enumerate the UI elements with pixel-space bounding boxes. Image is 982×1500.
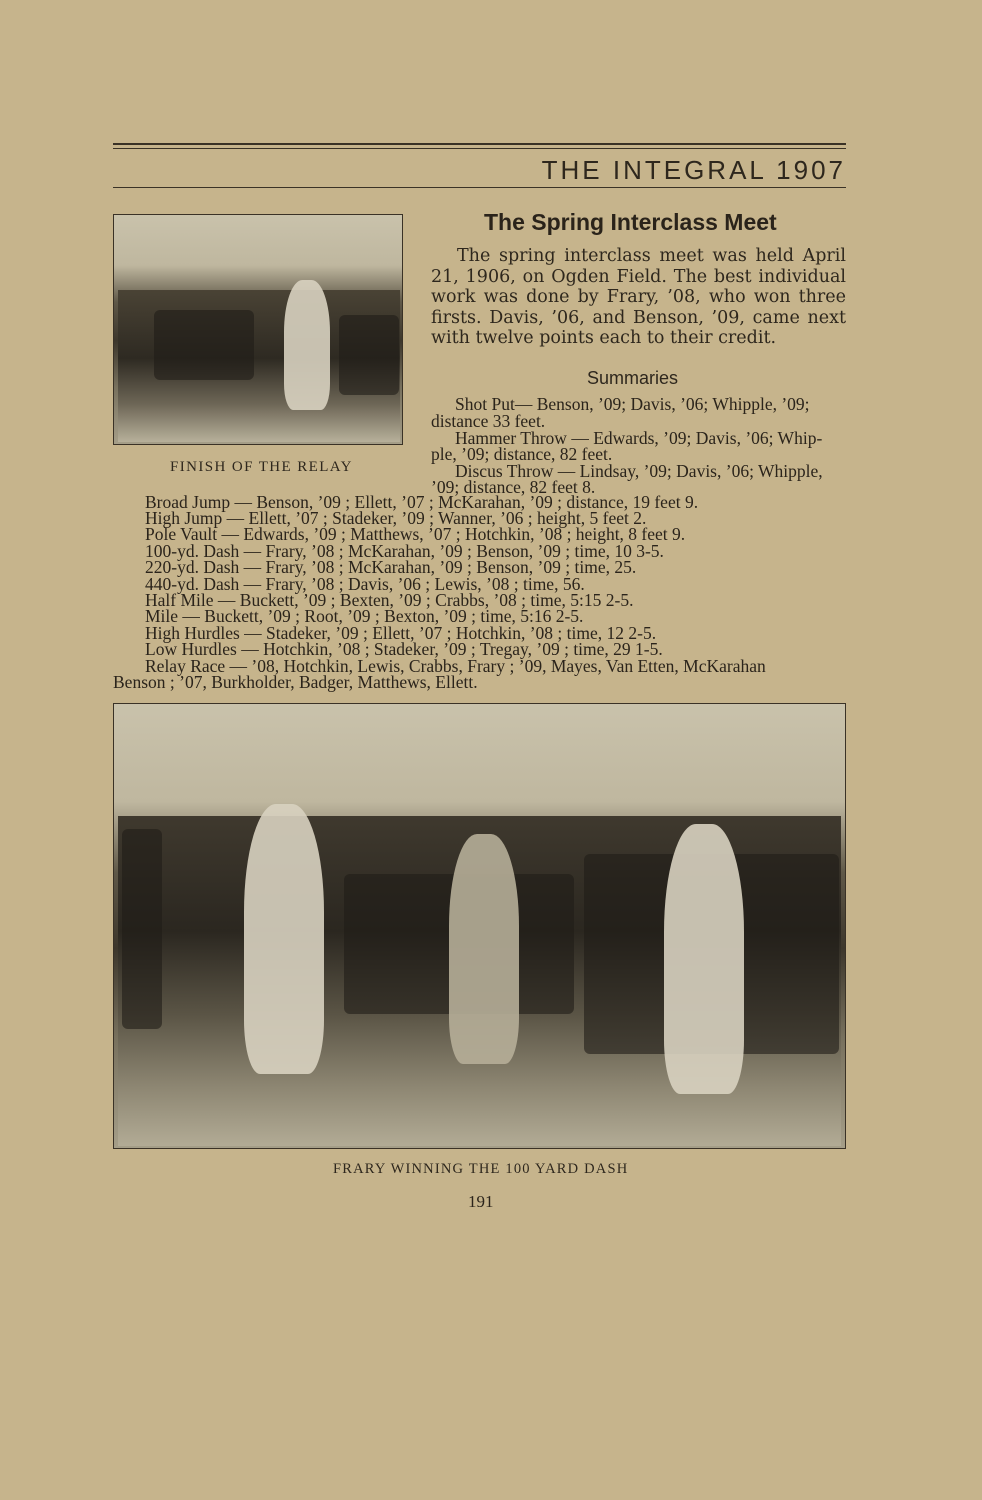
page-number: 191 <box>468 1192 494 1211</box>
relay-photo-caption: FINISH OF THE RELAY <box>170 459 353 475</box>
summary-line: 100-yd. Dash — Frary, ’08 ; McKarahan, ’09 ; Benson, ’09 ; time, 10 3-5. <box>145 541 664 561</box>
article-intro: The spring interclass meet was held April 21, 1906, on Ogden Field. The best individual work was done by Frary, ’08, who won three firsts. Davis, ’06, and Benson, ’09, came next with twelve points each to their credit. <box>431 246 846 348</box>
summary-line: 220-yd. Dash — Frary, ’08 ; McKarahan, ’09 ; Benson, ’09 ; time, 25. <box>145 557 637 577</box>
header-rule-top <box>113 143 846 145</box>
summary-line: Benson ; ’07, Burkholder, Badger, Matthews, Ellett. <box>113 672 478 692</box>
summary-line: distance 33 feet. <box>431 411 546 431</box>
summary-line: ’09; distance, 82 feet 8. <box>431 477 596 497</box>
relay-photo-runner <box>284 280 330 410</box>
header-rule-bottom <box>113 187 846 188</box>
relay-photo-crowd-right <box>339 315 399 395</box>
summary-line: Relay Race — ’08, Hotchkin, Lewis, Crabbs, Frary ; ’09, Mayes, Van Etten, McKarahan <box>145 656 766 676</box>
summary-line: Shot Put— Benson, ’09; Davis, ’06; Whipple, ’09; <box>455 394 810 414</box>
summary-line: Half Mile — Buckett, ’09 ; Bexten, ’09 ; Crabbs, ’08 ; time, 5:15 2-5. <box>145 590 634 610</box>
summary-line: Broad Jump — Benson, ’09 ; Ellett, ’07 ; McKarahan, ’09 ; distance, 19 feet 9. <box>145 492 699 512</box>
summary-line: 440-yd. Dash — Frary, ’08 ; Davis, ’06 ; Lewis, ’08 ; time, 56. <box>145 574 585 594</box>
dash-photo-runner-center <box>449 834 519 1064</box>
summary-line: Discus Throw — Lindsay, ’09; Davis, ’06; Whipple, <box>455 461 823 481</box>
dash-photo-crowd-left <box>122 829 162 1029</box>
summary-line: High Hurdles — Stadeker, ’09 ; Ellett, ’07 ; Hotchkin, ’08 ; time, 12 2-5. <box>145 623 657 643</box>
dash-photo-caption: FRARY WINNING THE 100 YARD DASH <box>333 1161 629 1177</box>
article-title: The Spring Interclass Meet <box>484 209 777 235</box>
dash-photo-runner-right <box>664 824 744 1094</box>
dash-photo-runner-left <box>244 804 324 1074</box>
dash-photo <box>113 703 846 1149</box>
relay-photo-crowd <box>154 310 254 380</box>
summaries-heading: Summaries <box>587 368 679 388</box>
summary-line: Low Hurdles — Hotchkin, ’08 ; Stadeker, ’09 ; Tregay, ’09 ; time, 29 1-5. <box>145 639 663 659</box>
summary-line: ple, ’09; distance, 82 feet. <box>431 444 613 464</box>
relay-photo <box>113 214 403 445</box>
summary-line: High Jump — Ellett, ’07 ; Stadeker, ’09 ; Wanner, ’06 ; height, 5 feet 2. <box>145 508 647 528</box>
summary-line: Mile — Buckett, ’09 ; Root, ’09 ; Bexton, ’09 ; time, 5:16 2-5. <box>145 606 584 626</box>
running-header: THE INTEGRAL 1907 <box>541 155 846 185</box>
summary-line: Hammer Throw — Edwards, ’09; Davis, ’06; Whip- <box>455 428 823 448</box>
header-rule-top-thin <box>113 148 846 149</box>
summary-line: Pole Vault — Edwards, ’09 ; Matthews, ’07 ; Hotchkin, ’08 ; height, 8 feet 9. <box>145 524 686 544</box>
